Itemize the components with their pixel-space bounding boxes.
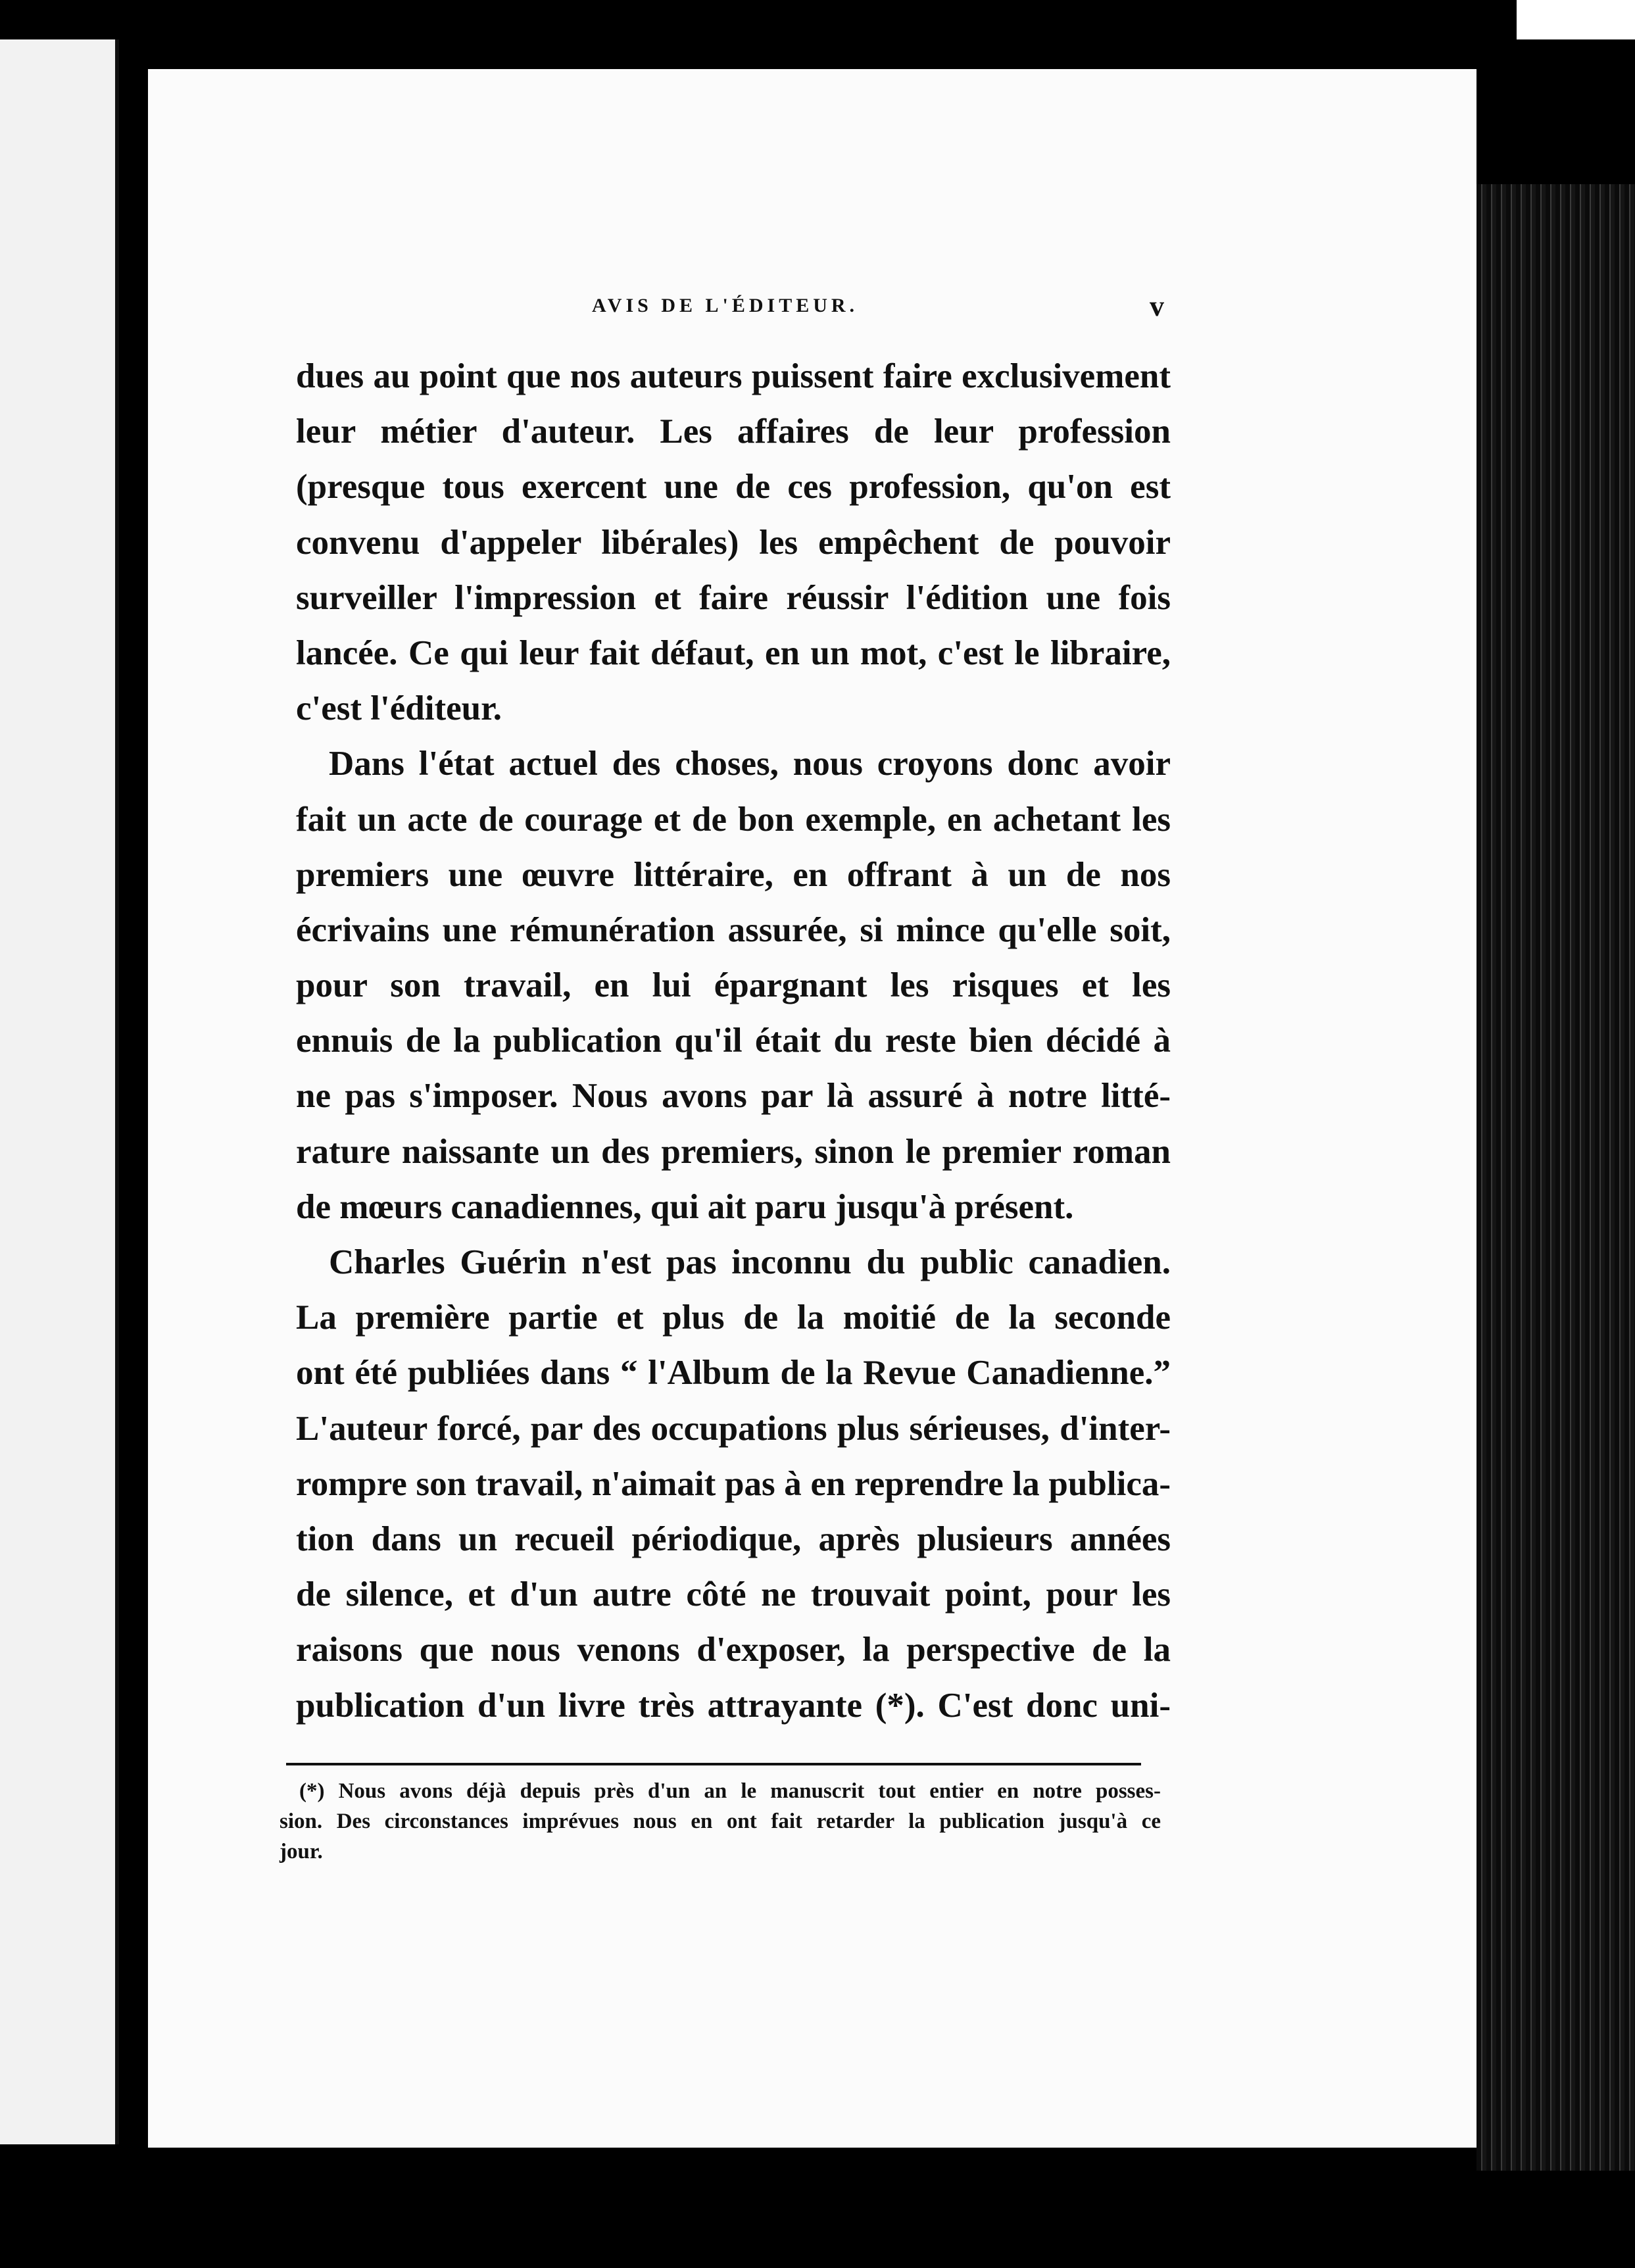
text-line: surveiller l'impression et faire réussir l'édition une fois (296, 578, 1171, 617)
text-line: ne pas s'imposer. Nous avons par là assuré à notre litté- (296, 1077, 1171, 1116)
text-line: pour son travail, en lui épargnant les risques et les (296, 966, 1171, 1005)
text-line: de mœurs canadiennes, qui ait paru jusqu'à présent. (296, 1187, 1074, 1226)
text-line: La première partie et plus de la moitié de la seconde (296, 1298, 1171, 1337)
text-line: ennuis de la publication qu'il était du reste bien décidé à (296, 1022, 1171, 1060)
text-line: ont été publiées dans “ l'Album de la Revue Canadienne.” (296, 1354, 1171, 1393)
scan-background-corner (1269, 0, 1635, 79)
paper-fragment (1517, 0, 1635, 39)
text-line: écrivains une rémunération assurée, si mince qu'elle soit, (296, 910, 1171, 949)
footnote (280, 1776, 1161, 1867)
text-line: leur métier d'auteur. Les affaires de leur profession (296, 412, 1171, 451)
text-line: lancée. Ce qui leur fait défaut, en un mot, c'est le libraire, (296, 633, 1171, 672)
text-line: fait un acte de courage et de bon exemple, en achetant les (296, 800, 1171, 839)
text-line: Charles Guérin n'est pas inconnu du public canadien. (329, 1243, 1171, 1281)
text-line: rompre son travail, n'aimait pas à en reprendre la publica- (296, 1464, 1171, 1503)
text-line: Dans l'état actuel des choses, nous croyons donc avoir (329, 745, 1171, 783)
text-line: (presque tous exercent une de ces profession, qu'on est (296, 468, 1171, 506)
footnote-line: (*) Nous avons déjà depuis près d'un an le manuscrit tout entier en notre posses- (299, 1779, 1161, 1803)
text-line: rature naissante un des premiers, sinon le premier roman (296, 1132, 1171, 1171)
page-number: v (1150, 290, 1164, 322)
running-head: AVIS DE L'ÉDITEUR. (592, 295, 859, 316)
text-line: raisons que nous venons d'exposer, la perspective de la (296, 1631, 1171, 1669)
text-line: convenu d'appeler libérales) les empêchent de pouvoir (296, 523, 1171, 562)
text-line: de silence, et d'un autre côté ne trouvait point, pour les (296, 1575, 1171, 1614)
footnote-line: jour. (280, 1840, 323, 1863)
text-line: c'est l'éditeur. (296, 689, 502, 728)
body-text (296, 349, 1171, 1733)
text-line: publication d'un livre très attrayante (*). C'est donc uni- (296, 1686, 1171, 1725)
book-edge-strip (1476, 184, 1635, 2171)
text-line: premiers une œuvre littéraire, en offrant à un de nos (296, 855, 1171, 894)
facing-page-edge (0, 39, 119, 2144)
text-line: L'auteur forcé, par des occupations plus sérieuses, d'inter- (296, 1409, 1171, 1448)
text-line: tion dans un recueil périodique, après plusieurs années (296, 1519, 1171, 1558)
text-line: dues au point que nos auteurs puissent faire exclusivement (296, 357, 1171, 395)
footnote-line: sion. Des circonstances imprévues nous en ont fait retarder la publication jusqu'à ce (280, 1810, 1161, 1833)
footnote-rule (286, 1763, 1141, 1765)
